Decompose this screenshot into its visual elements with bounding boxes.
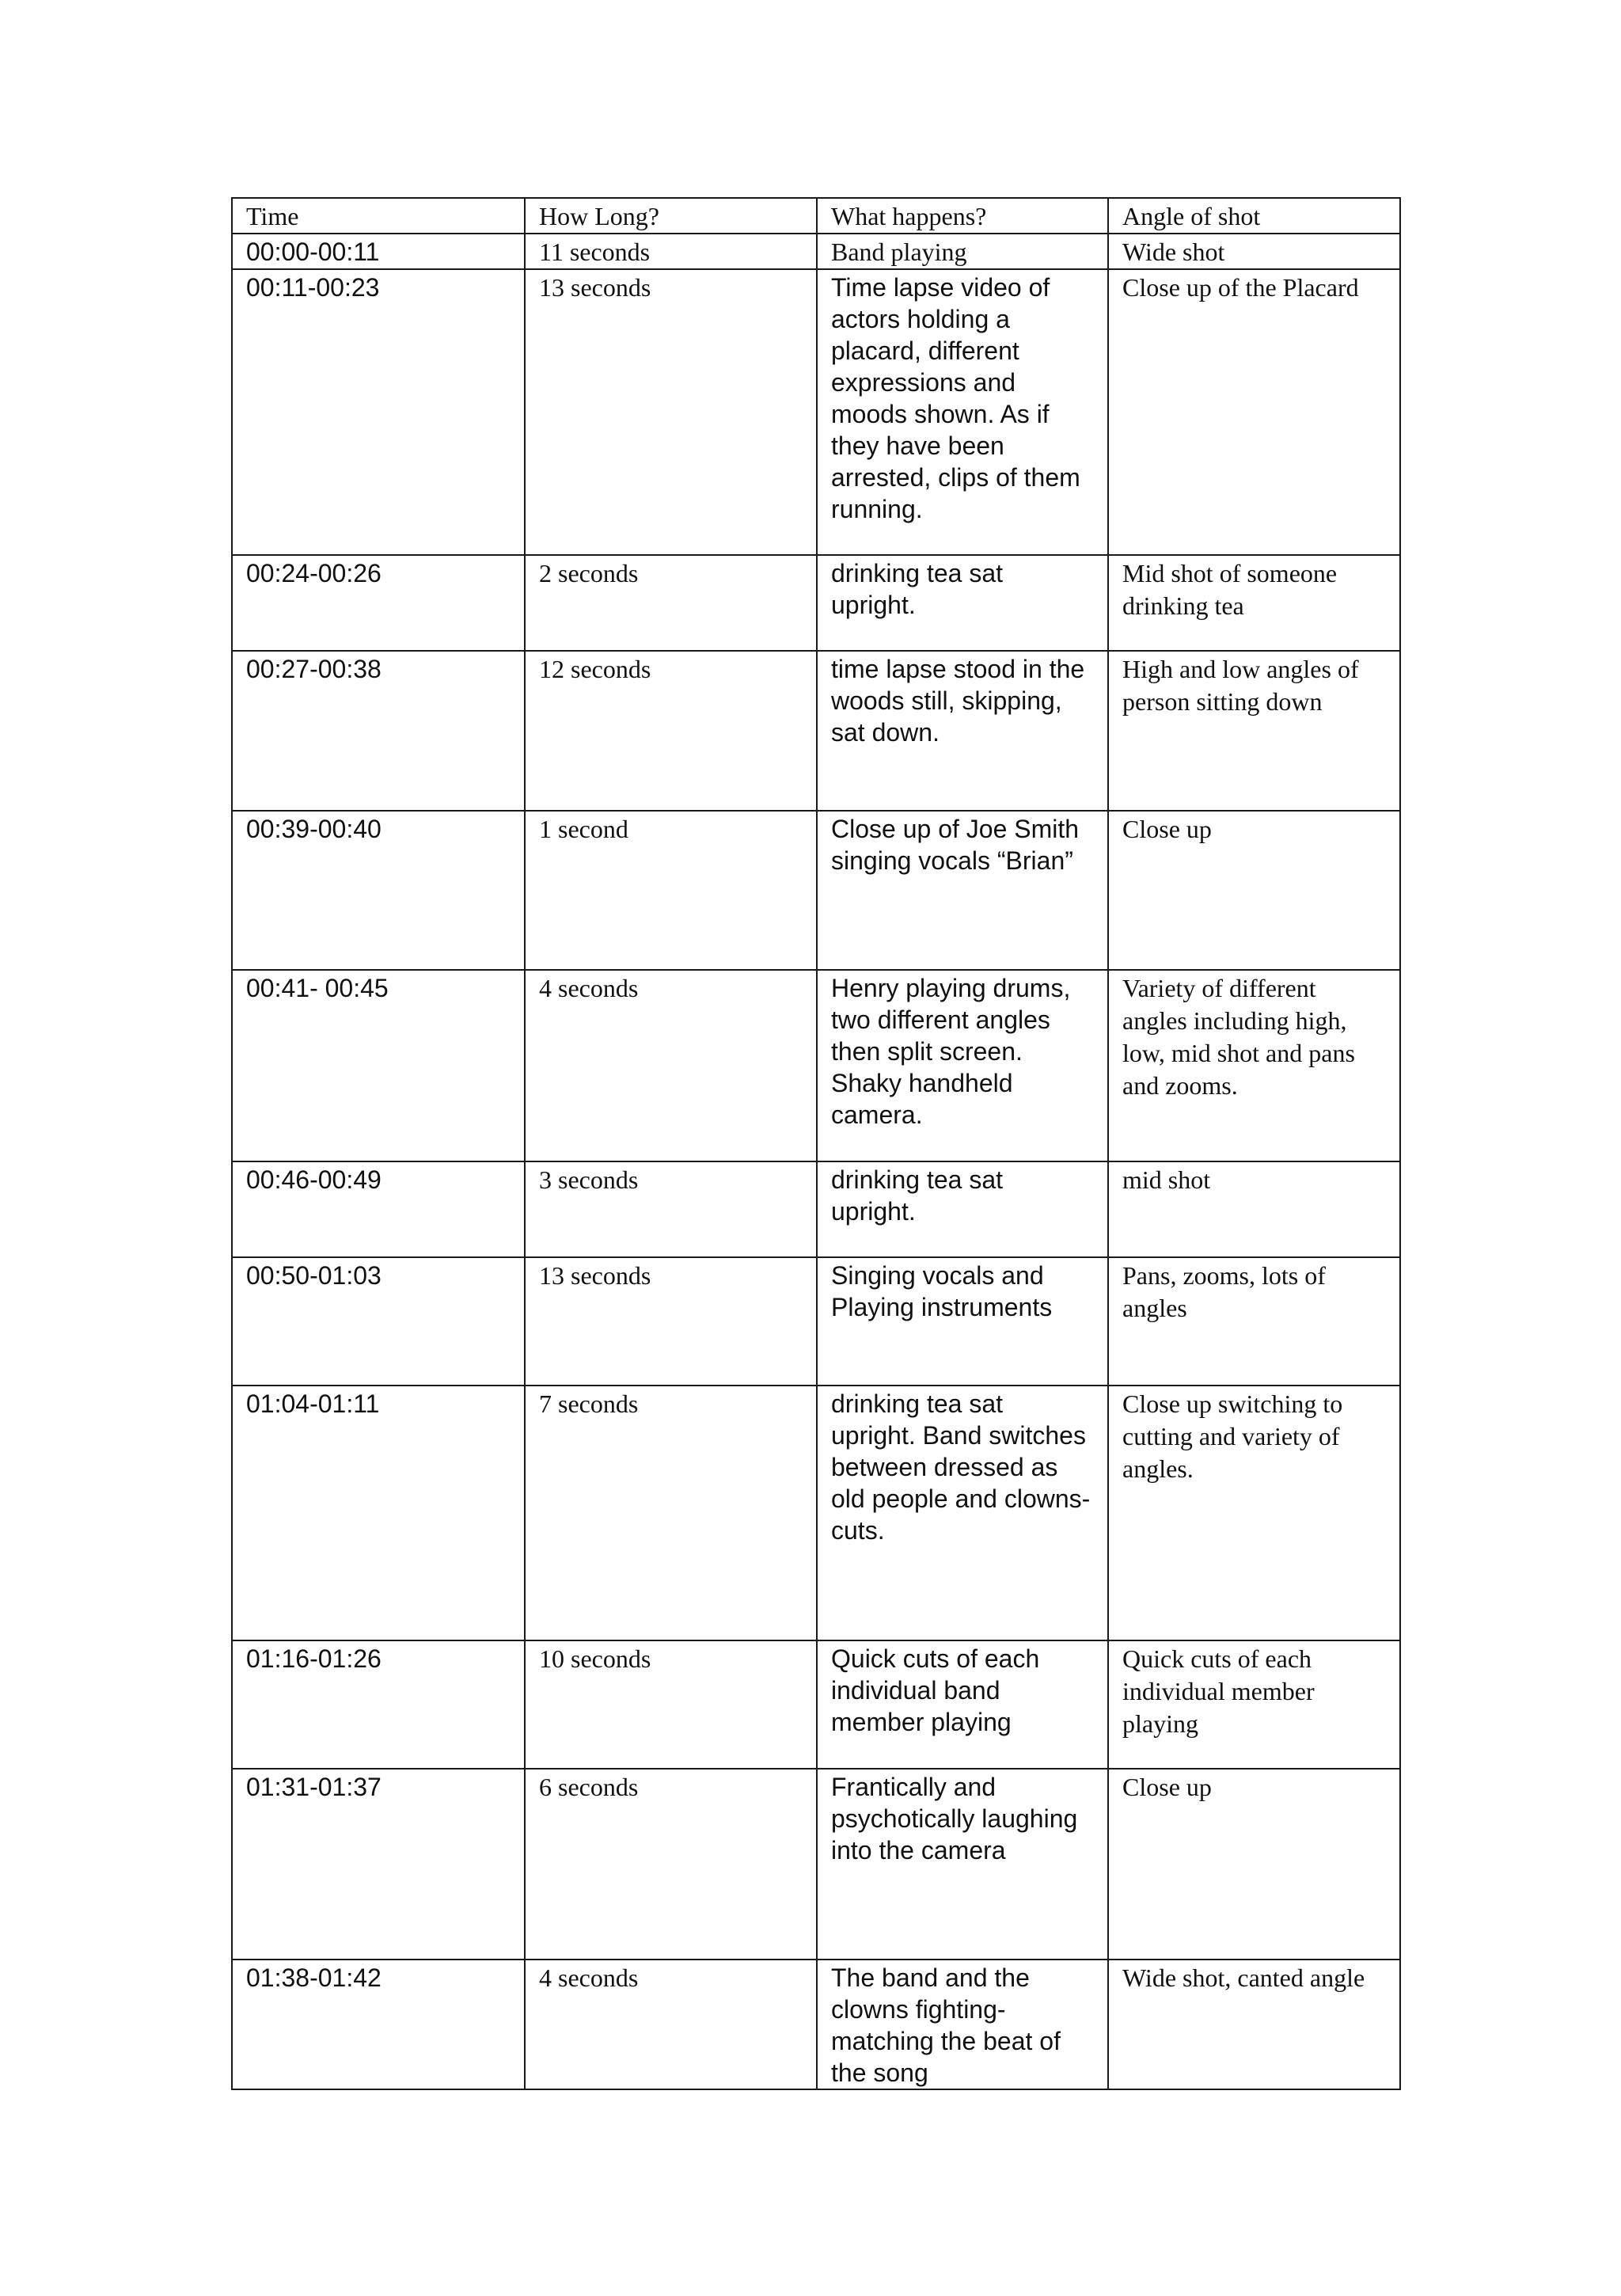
description-cell: time lapse stood in the woods still, skipping, sat down.: [817, 651, 1108, 811]
table-row: [232, 1386, 1400, 1640]
duration-cell: 4 seconds: [525, 970, 817, 1161]
time-cell: 00:27-00:38: [232, 651, 525, 811]
duration-cell: 13 seconds: [525, 1257, 817, 1386]
storyboard-table: [231, 197, 1401, 2090]
header-cell-time: Time: [232, 198, 525, 234]
duration-cell: 3 seconds: [525, 1161, 817, 1257]
duration-cell: 7 seconds: [525, 1386, 817, 1640]
angle-cell: Close up of the Placard: [1108, 269, 1400, 555]
duration-cell: 12 seconds: [525, 651, 817, 811]
time-cell: 00:41- 00:45: [232, 970, 525, 1161]
description-cell: Singing vocals and Playing instruments: [817, 1257, 1108, 1386]
header-cell-how-long: How Long?: [525, 198, 817, 234]
table-row: [232, 234, 1400, 269]
time-cell: 00:46-00:49: [232, 1161, 525, 1257]
duration-cell: 1 second: [525, 811, 817, 970]
duration-cell: 10 seconds: [525, 1640, 817, 1769]
description-cell: Time lapse video of actors holding a placard, different expressions and moods shown. As if they have been arrested, clips of them running.: [817, 269, 1108, 555]
angle-cell: Wide shot: [1108, 234, 1400, 269]
header-cell-angle: Angle of shot: [1108, 198, 1400, 234]
table-row: [232, 1769, 1400, 1960]
time-cell: 00:00-00:11: [232, 234, 525, 269]
table-row: [232, 269, 1400, 555]
table-row: [232, 811, 1400, 970]
description-cell: The band and the clowns fighting- matching the beat of the song: [817, 1960, 1108, 2089]
time-cell: 01:31-01:37: [232, 1769, 525, 1960]
angle-cell: mid shot: [1108, 1161, 1400, 1257]
table-row: [232, 651, 1400, 811]
angle-cell: High and low angles of person sitting down: [1108, 651, 1400, 811]
angle-cell: Mid shot of someone drinking tea: [1108, 555, 1400, 651]
description-cell: Close up of Joe Smith singing vocals “Brian”: [817, 811, 1108, 970]
table-row: [232, 1640, 1400, 1769]
description-cell: drinking tea sat upright.: [817, 555, 1108, 651]
time-cell: 00:24-00:26: [232, 555, 525, 651]
table-row: [232, 970, 1400, 1161]
description-cell: Henry playing drums, two different angles then split screen. Shaky handheld camera.: [817, 970, 1108, 1161]
time-cell: 01:38-01:42: [232, 1960, 525, 2089]
description-cell: drinking tea sat upright.: [817, 1161, 1108, 1257]
description-cell: drinking tea sat upright. Band switches between dressed as old people and clowns- cuts.: [817, 1386, 1108, 1640]
time-cell: 00:39-00:40: [232, 811, 525, 970]
description-cell: Quick cuts of each individual band member playing: [817, 1640, 1108, 1769]
header-cell-what-happens: What happens?: [817, 198, 1108, 234]
angle-cell: Pans, zooms, lots of angles: [1108, 1257, 1400, 1386]
time-cell: 00:50-01:03: [232, 1257, 525, 1386]
angle-cell: Close up: [1108, 1769, 1400, 1960]
duration-cell: 6 seconds: [525, 1769, 817, 1960]
header-row: [232, 198, 1400, 234]
duration-cell: 2 seconds: [525, 555, 817, 651]
description-cell: Band playing: [817, 234, 1108, 269]
description-cell: Frantically and psychotically laughing into the camera: [817, 1769, 1108, 1960]
duration-cell: 13 seconds: [525, 269, 817, 555]
table-row: [232, 1161, 1400, 1257]
angle-cell: Close up switching to cutting and variety of angles.: [1108, 1386, 1400, 1640]
table-row: [232, 555, 1400, 651]
angle-cell: Wide shot, canted angle: [1108, 1960, 1400, 2089]
time-cell: 01:16-01:26: [232, 1640, 525, 1769]
table-row: [232, 1960, 1400, 2089]
time-cell: 00:11-00:23: [232, 269, 525, 555]
time-cell: 01:04-01:11: [232, 1386, 525, 1640]
table-row: [232, 1257, 1400, 1386]
angle-cell: Variety of different angles including high, low, mid shot and pans and zooms.: [1108, 970, 1400, 1161]
angle-cell: Quick cuts of each individual member playing: [1108, 1640, 1400, 1769]
angle-cell: Close up: [1108, 811, 1400, 970]
duration-cell: 11 seconds: [525, 234, 817, 269]
duration-cell: 4 seconds: [525, 1960, 817, 2089]
